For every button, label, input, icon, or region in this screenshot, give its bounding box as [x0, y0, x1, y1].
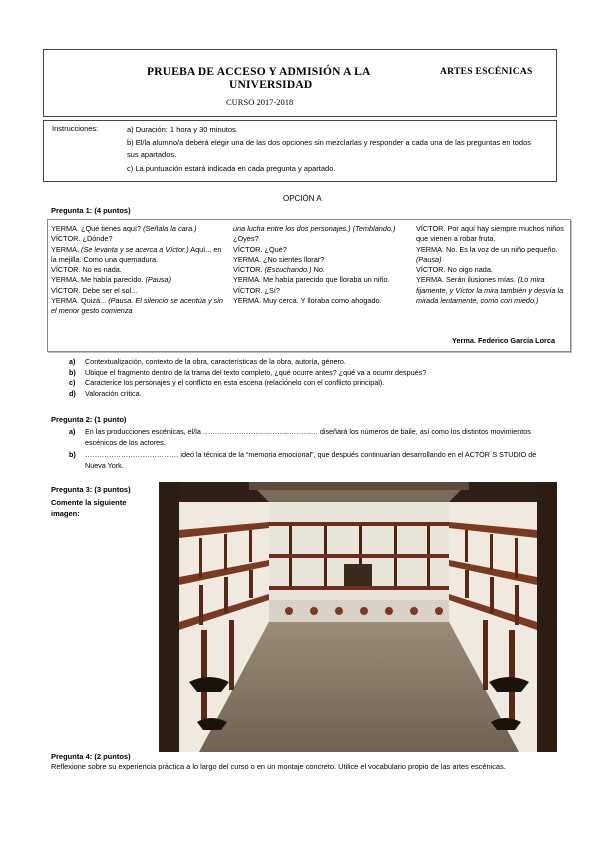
dialogue-line: YERMA. ¿Qué tienes aquí? (Señala la cara.)	[51, 224, 197, 233]
dialogue-line: VÍCTOR. No es nada.	[51, 265, 122, 275]
text-author: Yerma. Federico García Lorca	[452, 336, 556, 345]
dialogue-line: YERMA. (Se levanta y se acerca a Víctor.) Aquí... en la mejilla. Como una quemadura.	[51, 244, 222, 264]
dialogue-line: VÍCTOR. Por aquí hay siempre muchos niños que vienen a robar fruta.	[416, 224, 564, 244]
question-2b: b) ………………………………… ideó la técnica de la “memoria emocional”, que después continuarían desarrollando en el ACTOR´S STUDIO de Nueva York.	[69, 450, 537, 470]
dialogue-line: YERMA. Me había parecido. (Pausa)	[51, 275, 172, 285]
instruction-b: b) El/la alumno/a deberá elegir una de las dos opciones sin mezclarlas y responder a cada una de las preguntas en todos sus apartados.	[127, 138, 532, 159]
instruction-c: c) La puntuación estará indicada en cada pregunta y apartado.	[127, 164, 336, 173]
dialogue-line: VÍCTOR. ¿Dónde?	[51, 234, 113, 244]
dialogue-line: YERMA. Muy cerca. Y lloraba como ahogado.	[233, 296, 382, 306]
text-column-1	[51, 224, 227, 317]
exam-title-line2: UNIVERSIDAD	[229, 79, 313, 91]
course-label: CURSO 2017-2018	[226, 97, 294, 107]
question-2a: a) En las producciones escénicas, el/la ………………………………………… diseñará los números de baile, así como los distintos movimientos escénicos de los actores.	[69, 427, 531, 447]
list-item: d) Valoración crítica.	[69, 388, 142, 398]
list-item: c) Caracterice los personajes y el conflicto en esta escena (relaciónelo con el conflicto principal).	[69, 378, 385, 387]
exam-title-line1: PRUEBA DE ACCESO Y ADMISIÓN A LA	[147, 66, 371, 78]
subject-label: ARTES ESCÉNICAS	[440, 67, 533, 77]
corral-theatre-photo	[159, 482, 557, 752]
dialogue-line: VÍCTOR. Debe ser el sol...	[51, 285, 138, 295]
dialogue-line: VÍCTOR. ¿Qué?	[233, 244, 287, 254]
dialogue-line: YERMA. Me había parecido que lloraba un niño.	[233, 275, 390, 285]
instruction-a: a) Duración: 1 hora y 30 minutos.	[127, 125, 238, 134]
dialogue-line: YERMA. Serán ilusiones mías. (Lo mira fijamente, y Víctor la mira también y desvía la mirada lentamente, como con miedo.)	[416, 275, 564, 306]
exam-title	[147, 66, 417, 92]
question-1-label: Pregunta 1: (4 puntos)	[51, 206, 131, 215]
dialogue-line: VÍCTOR. ¿Sí?	[233, 285, 280, 295]
question-1-items	[69, 357, 426, 399]
theatre-courtyard-image	[159, 482, 557, 752]
list-item: a) Contextualización, contexto de la obra, características de la obra, autoría, género.	[69, 357, 346, 366]
dialogue-line: una lucha entre los dos personajes.) (Temblando.) ¿Oyes?	[233, 224, 396, 244]
option-title: OPCIÓN A	[283, 194, 322, 203]
dialogue-line: YERMA. ¿No sientes llorar?	[233, 254, 325, 264]
list-item: b) Ubique el fragmento dentro de la trama del texto completo, ¿qué ocurre antes? ¿qué va a ocurrir después?	[69, 367, 427, 377]
instructions-label: Instrucciones:	[52, 124, 99, 133]
question-3-instruction: Comente la siguiente imagen:	[51, 498, 127, 518]
dialogue-line: YERMA. No. Es la voz de un niño pequeño. (Pausa)	[416, 244, 558, 264]
dialogue-line: YERMA. Quizá... (Pausa. El silencio se acentúa y sin el menor gesto comienza	[51, 296, 223, 316]
question-4-text: Reflexione sobre su experiencia práctica a lo largo del curso o en un montaje concreto. Utilice el vocabulario propio de las artes escénicas.	[51, 762, 506, 771]
text-column-2	[233, 224, 409, 306]
question-4-label: Pregunta 4: (2 puntos)	[51, 752, 131, 761]
dialogue-line: VÍCTOR. No oigo nada.	[416, 265, 493, 275]
question-3-label: Pregunta 3: (3 puntos)	[51, 485, 131, 494]
question-2-label: Pregunta 2: (1 punto)	[51, 415, 127, 424]
text-column-3	[416, 224, 566, 306]
dialogue-line: VÍCTOR. (Escuchando.) No.	[233, 265, 325, 275]
